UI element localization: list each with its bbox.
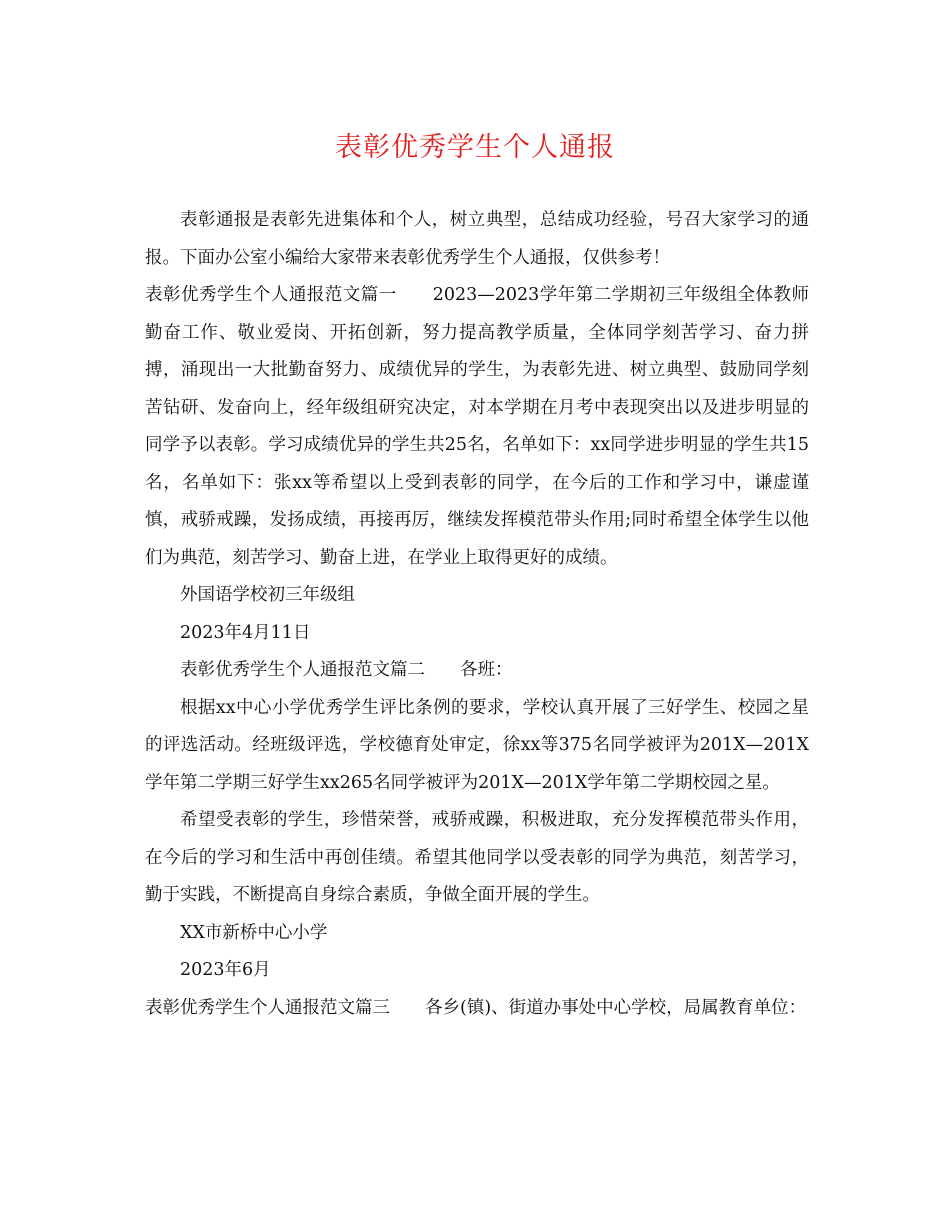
paragraph-sample-two-body: 根据xx中心小学优秀学生评比条例的要求，学校认真开展了三好学生、校园之星的评选活动。经班级评选，学校德育处审定，徐xx等375名同学被评为201X—201X学年第二学期三好学生xx265名同学被评为201X—201X学年第二学期校园之星。 <box>145 697 809 793</box>
signature-date-two: 2023年6月 <box>180 960 271 980</box>
paragraph-sample-three-heading: 表彰优秀学生个人通报范文篇三 各乡(镇)、街道办事处中心学校，局属教育单位： <box>145 997 807 1018</box>
document-title: 表彰优秀学生个人通报 <box>335 132 615 163</box>
paragraph-sample-two-heading: 表彰优秀学生个人通报范文篇二 各班： <box>180 660 513 680</box>
paragraph-sample-one: 表彰优秀学生个人通报范文篇一 2023—2023学年第二学期初三年级组全体教师勤奋工作、敬业爱岗、开拓创新，努力提高教学质量，全体同学刻苦学习、奋力拼搏，涌现出一大批勤奋努力、成绩优异的学生，为表彰先进、树立典型、鼓励同学刻苦钻研、发奋向上，经年级组研究决定，对本学期在月考中表现突出以及进步明显的同学予以表彰。学习成绩优异的学生共25名，名单如下：xx同学进步明显的学生共15名，名单如下：张xx等希望以上受到表彰的同学，在今后的工作和学习中，谦虚谨慎，戒骄戒躁，发扬成绩，再接再厉，继续发挥模范带头作用;同时希望全体学生以他们为典范，刻苦学习、勤奋上进，在学业上取得更好的成绩。 <box>145 285 809 568</box>
signature-org-two: XX市新桥中心小学 <box>180 922 328 943</box>
signature-org-one: 外国语学校初三年级组 <box>180 585 355 605</box>
paragraph-sample-two-hope: 希望受表彰的学生，珍惜荣誉，戒骄戒躁，积极进取，充分发挥模范带头作用，在今后的学习和生活中再创佳绩。希望其他同学以受表彰的同学为典范，刻苦学习，勤于实践，不断提高自身综合素质，争做全面开展的学生。 <box>145 810 809 905</box>
paragraph-intro: 表彰通报是表彰先进集体和个人，树立典型，总结成功经验，号召大家学习的通报。下面办公室小编给大家带来表彰优秀学生个人通报，仅供参考！ <box>145 210 809 268</box>
document-body <box>145 202 809 1027</box>
signature-date-one: 2023年4月11日 <box>180 622 311 643</box>
